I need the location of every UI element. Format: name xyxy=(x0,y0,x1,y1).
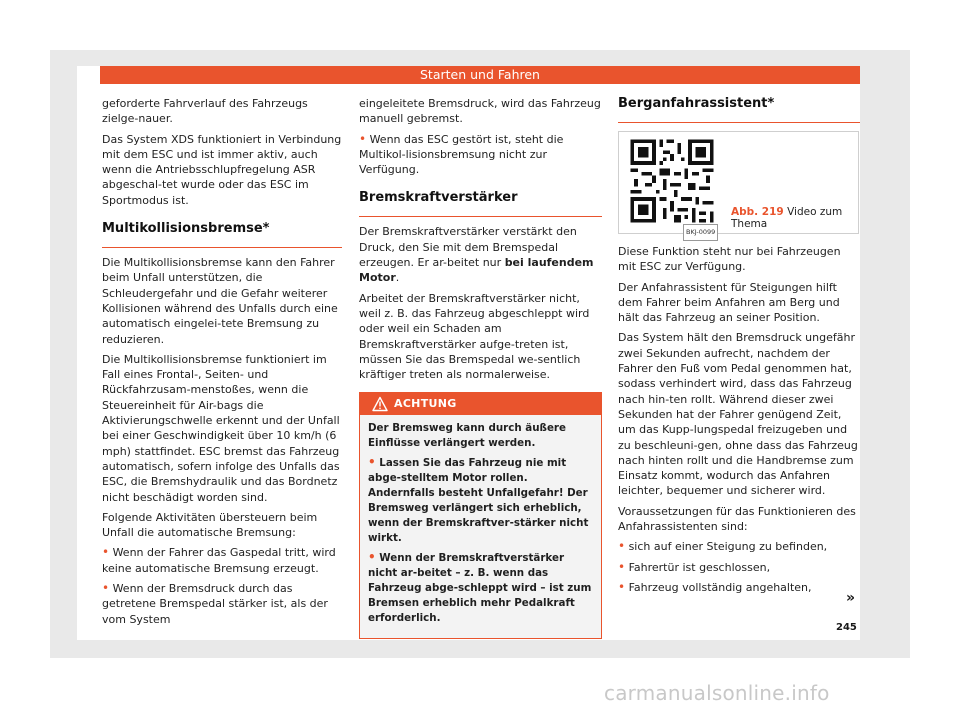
column-right xyxy=(618,96,860,600)
paragraph: Voraussetzungen für das Funktionieren des Anfahrassistenten sind: xyxy=(618,504,856,534)
figure-video xyxy=(618,131,859,234)
paragraph: Folgende Aktivitäten übersteuern beim Unfall die automatische Bremsung: xyxy=(102,510,318,540)
paragraph xyxy=(359,224,602,285)
list-item-text: Wenn das ESC gestört ist, steht die Multikol-lisionsbremsung nicht zur Verfügung. xyxy=(359,132,564,177)
column-middle xyxy=(359,96,602,639)
bullet-icon: • xyxy=(618,539,626,554)
bullet-icon: • xyxy=(618,579,626,594)
list-item-text: Fahrzeug vollständig angehalten, xyxy=(628,580,812,594)
bold-text: bei laufendem Motor xyxy=(359,256,594,285)
column-left xyxy=(102,96,342,632)
heading-multikollisionsbremse: Multikollisionsbremse* xyxy=(102,221,342,248)
paragraph: Diese Funktion steht nur bei Fahrzeugen mit ESC zur Verfügung. xyxy=(618,245,841,274)
continue-arrow: » xyxy=(846,590,856,606)
list-item-text: Lassen Sie das Fahrzeug nie mit abge-stelltem Motor rollen. Andernfalls besteht Unfallgefahr! Der Bremsweg verlängert sich erheblich, wenn der Bremskraftver-stärker nicht wirkt. xyxy=(368,457,589,545)
paragraph: Der Anfahrassistent für Steigungen hilft dem Fahrer beim Anfahren am Berg und hält das Fahrzeug an seiner Position. xyxy=(618,280,840,325)
list-item xyxy=(368,550,593,626)
warning-header xyxy=(360,393,601,415)
list-item-text: Wenn der Fahrer das Gaspedal tritt, wird keine automatische Bremsung erzeugt. xyxy=(102,546,336,575)
heading-berganfahrassistent: Berganfahrassistent* xyxy=(618,96,860,123)
list-item-text: Wenn der Bremskraftverstärker nicht ar-beitet – z. B. wenn das Fahrzeug abge-schleppt wird – ist zum Bremsen erheblich mehr Pedalkraft erforderlich. xyxy=(368,552,592,625)
bullet-icon: • xyxy=(102,545,110,560)
figure-caption-text: Video zum Thema xyxy=(731,206,843,230)
figure-caption xyxy=(731,206,858,230)
text-span: . xyxy=(395,271,400,285)
paragraph: Arbeitet der Bremskraftverstärker nicht, weil z. B. das Fahrzeug abgeschleppt wird oder weil ein Schaden am Bremskraftverstärker aufge-treten ist, müssen Sie das Bremspedal we-sentlich kräftiger treten als normalerweise. xyxy=(359,291,590,382)
watermark: carmanualsonline.info xyxy=(604,681,830,705)
warning-body xyxy=(360,415,601,638)
list-item-text: Fahrertür ist geschlossen, xyxy=(628,560,771,574)
text-span: Der Bremskraftverstärker verstärkt den Druck, den Sie mit dem Bremspedal erzeugen. Er ar-beitet nur xyxy=(359,225,577,270)
list-item xyxy=(102,581,342,627)
paragraph: eingeleitete Bremsdruck, wird das Fahrzeug manuell gebremst. xyxy=(359,97,601,126)
paragraph: geforderte Fahrverlauf des Fahrzeugs zielge-nauer. xyxy=(102,97,308,126)
paragraph: Die Multikollisionsbremse kann den Fahrer beim Unfall unterstützen, die Schleudergefahr und die Gefahr weiterer Kollisionen während des Unfalls durch eine automatisch eingelei-tete Bremsung zu reduzieren. xyxy=(102,256,338,346)
bullet-icon: • xyxy=(368,550,376,565)
list-item xyxy=(618,539,860,554)
warning-box xyxy=(359,392,602,639)
list-item xyxy=(102,545,342,576)
list-item-text: sich auf einer Steigung zu befinden, xyxy=(628,540,828,554)
bullet-icon: • xyxy=(618,559,626,574)
list-item xyxy=(359,132,602,178)
figure-number: Abb. 219 xyxy=(731,206,784,218)
paragraph: Die Multikollisionsbremse funktioniert im Fall eines Frontal-, Seiten- und Rückfahrzusam-menstoßes, wenn die Steuereinheit für Air-bags die Aktivierungschwelle erkennt und der Unfall bei einer Geschwindigkeit über 10 km/h (6 mph) stattfindet. ESC bremst das Fahrzeug automatisch, sofern infolge des Unfalls das ESC, die Bremshydraulik und das Bordnetz nicht beschädigt worden sind. xyxy=(102,352,340,504)
warning-triangle-icon xyxy=(372,396,388,412)
paragraph: Das System hält den Bremsdruck ungefähr zwei Sekunden aufrecht, nachdem der Fahrer den Fuß vom Pedal genommen hat, sodass verhindert wird, dass das Fahrzeug nach hin-ten rollt. Während dieser zwei Sekunden hat der Fahrer genügend Zeit, um das Kupp-lungspedal freizugeben und zu beschleuni-gen, ohne dass das Fahrzeug nach hinten rollt und die Handbremse zum Einsatz kommt, wodurch das Anfahren leichter, bequemer und sicherer wird. xyxy=(618,331,858,498)
list-item-text: Wenn der Bremsdruck durch das getretene Bremspedal stärker ist, als der vom System xyxy=(102,582,328,626)
paragraph: Das System XDS funktioniert in Verbindung mit dem ESC und ist immer aktiv, auch wenn die Antriebsschlupfregelung ASR abgeschal-tet wurde oder das ESC im Sportmodus ist. xyxy=(102,132,342,207)
page-number: 245 xyxy=(836,622,857,633)
heading-bremskraftverstaerker: Bremskraftverstärker xyxy=(359,190,602,217)
bullet-icon: • xyxy=(368,455,376,470)
paragraph: Der Bremsweg kann durch äußere Einflüsse verlängert werden. xyxy=(368,422,566,450)
section-header: Starten und Fahren xyxy=(100,66,860,84)
warning-title: ACHTUNG xyxy=(394,397,457,411)
list-item xyxy=(618,580,860,595)
bullet-icon: • xyxy=(359,131,367,146)
qr-code-icon[interactable] xyxy=(627,136,717,226)
list-item xyxy=(618,560,860,575)
bullet-icon: • xyxy=(102,581,110,596)
list-item xyxy=(368,455,593,546)
figure-code: BKJ-0099 xyxy=(683,224,718,241)
